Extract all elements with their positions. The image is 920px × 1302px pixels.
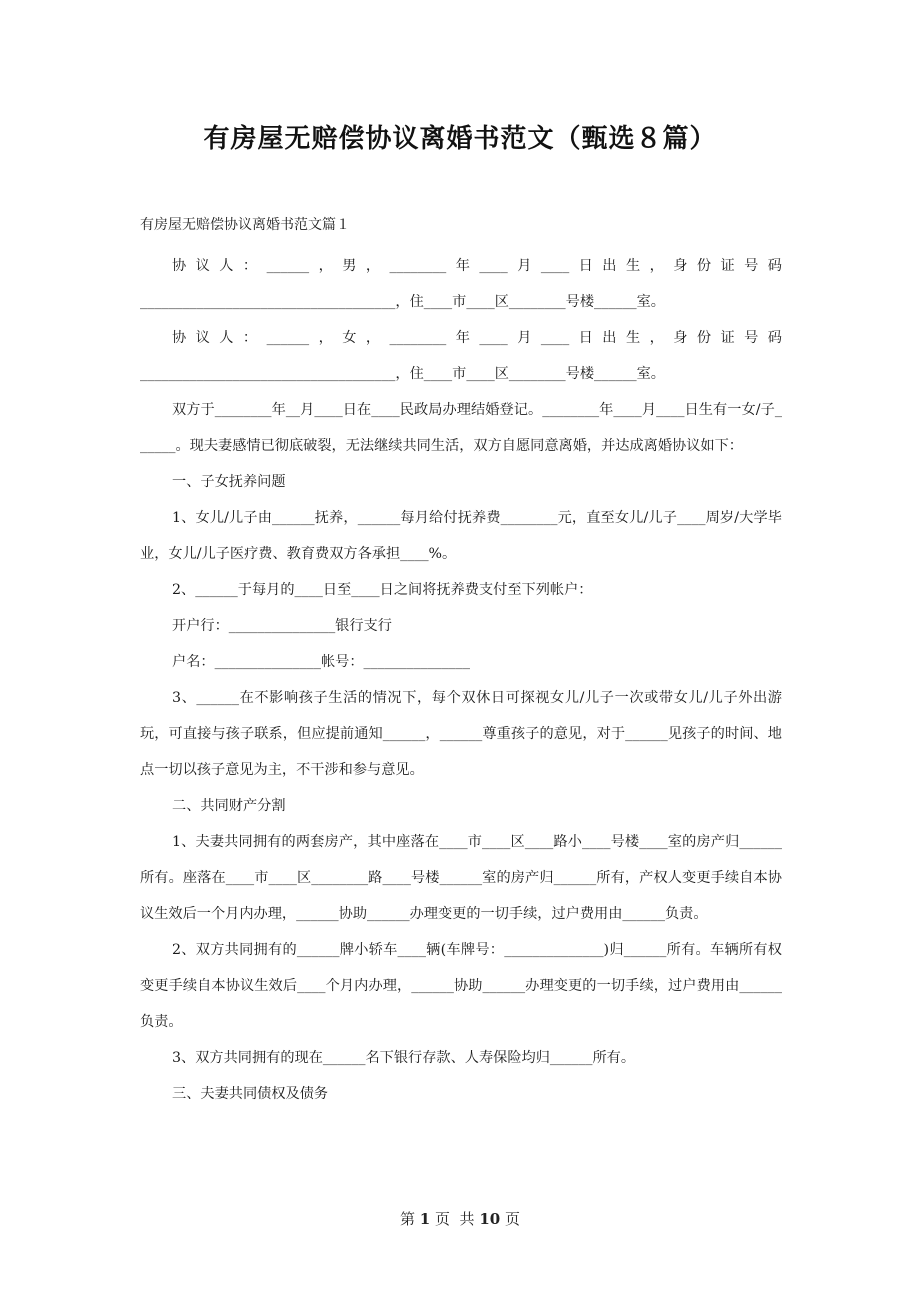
footer-suffix: 页 [504,1210,520,1228]
custody-clause-3: 3、______在不影响孩子生活的情况下，每个双休日可探视女儿/儿子一次或带女儿/儿子外出游玩，可直接与孩子联系，但应提前通知______，______尊重孩子的意见，对于______见孩子的时间、地点一切以孩子意见为主，不干涉和参与意见。 [140,690,782,778]
page-footer [0,1208,920,1229]
heading-property-division: 二、共同财产分割 [172,798,286,814]
party-female-line1: 协议人：______，女，________年____月____日出生，身份证号码 [172,330,782,346]
bank-line: 开户行：_______________银行支行 [172,618,392,634]
section-heading: 有房屋无赔偿协议离婚书范文篇１ [140,217,350,233]
footer-total-pages: 10 [479,1210,501,1228]
account-line: 户名：_______________帐号：_______________ [172,654,470,670]
marriage-paragraph: 双方于________年__月____日在____民政局办理结婚登记。________年____月____日生有一女/子______。现夫妻感情已彻底破裂，无法继续共同生活，双方自愿同意离婚，并达成离婚协议如下： [140,402,782,454]
footer-middle: 页 共 [435,1210,475,1228]
document-body [140,212,782,1112]
party-male-line2: ____________________________________，住____市____区________号楼______室。 [140,294,665,310]
heading-child-custody: 一、子女抚养问题 [172,474,286,490]
party-female-line2: ____________________________________，住____市____区________号楼______室。 [140,366,665,382]
document-title: 有房屋无赔偿协议离婚书范文（甄选８篇） [203,124,717,154]
party-male-line1: 协议人：______，男，________年____月____日出生，身份证号码 [172,258,782,274]
footer-page-number: 1 [419,1210,431,1228]
heading-debts: 三、夫妻共同债权及债务 [172,1086,329,1102]
property-clause-3: 3、双方共同拥有的现在______名下银行存款、人寿保险均归______所有。 [172,1050,636,1066]
property-clause-1: 1、夫妻共同拥有的两套房产，其中座落在____市____区____路小____号楼____室的房产归______所有。座落在____市____区________路____号楼______室的房产归______所有，产权人变更手续自本协议生效后一个月内办理，______协助______办理变更的一切手续，过户费用由______负责。 [140,834,782,922]
custody-clause-2: 2、______于每月的____日至____日之间将抚养费支付至下列帐户： [172,582,593,598]
property-clause-2: 2、双方共同拥有的______牌小轿车____辆(车牌号：______________)归______所有。车辆所有权变更手续自本协议生效后____个月内办理，______协助______办理变更的一切手续，过户费用由______负责。 [140,942,782,1030]
custody-clause-1: 1、女儿/儿子由______抚养，______每月给付抚养费________元，直至女儿/儿子____周岁/大学毕业，女儿/儿子医疗费、教育费双方各承担____%。 [140,510,782,562]
footer-prefix: 第 [399,1210,415,1228]
